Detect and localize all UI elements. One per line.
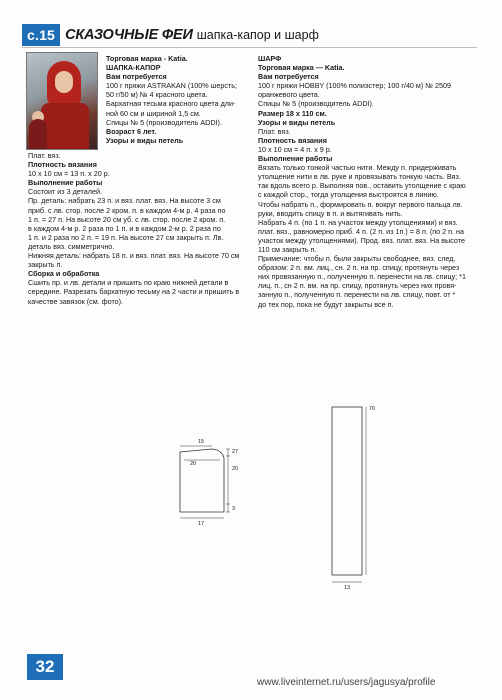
hood-bottom-width-label: 17 <box>198 521 205 527</box>
hood-height-label-1: 27 <box>232 449 239 455</box>
text-line: занную п., полученную п. перенести на лв. спицу, повт. от * <box>258 290 456 300</box>
text-line: участок между утолщениями). Прод. вяз. плат. вяз. На высоте <box>258 235 465 245</box>
text-line: Пр. деталь: набрать 23 п. и вяз. плат. вяз. На высоте 3 см <box>28 196 221 206</box>
text-line: 10 х 10 см = 13 п. х 20 р. <box>28 169 110 179</box>
text-line: середине. Разрезать бархатную тесьму на 2 части и пришить в <box>28 287 240 297</box>
text-line: 50 г/50 м) № 4 красного цвета. <box>106 90 208 100</box>
text-line: Состоит из 3 деталей. <box>28 187 102 197</box>
text-line: утолщение нити в лв. руке и провязывать тонкую часть. Вяз. <box>258 172 461 182</box>
pattern-number-badge: с.15 <box>22 24 60 46</box>
text-line: Плат. вяз. <box>258 126 291 136</box>
pattern-diagrams <box>150 400 410 605</box>
hood-height-label-3: 3 <box>232 506 236 512</box>
text-line: 1 п. = 27 п. На высоте 20 см уб. с лв. стор. после 2 кром. п. <box>28 214 226 224</box>
text-line: закрыть п. <box>28 260 63 270</box>
text-line: в каждом 4-м р. 2 раза по 1 п. и в каждом 2-м р. 2 раза по <box>28 223 221 233</box>
text-line: приб. с лв. стор. после 2 кром. п. в каждом 4-м р. 4 раза по <box>28 205 226 215</box>
scarf-instructions-text <box>258 54 466 309</box>
hood-schematic <box>180 446 230 518</box>
text-line: Нижняя деталь: набрать 18 п. и вяз. плат. вяз. На высоте 70 см <box>28 251 240 261</box>
text-line: 110 см закрыть п. <box>258 244 317 254</box>
hood-height-label-2: 20 <box>232 466 239 472</box>
text-line: Вам потребуется <box>106 72 167 82</box>
scarf-width-label: 13 <box>344 585 351 591</box>
text-line: до тех пор, пока не будут закрыты все п. <box>258 299 394 309</box>
hood-top-width-label: 15 <box>198 439 205 445</box>
pattern-title: СКАЗОЧНЫЕ ФЕИ <box>65 27 193 43</box>
text-line: лиц. п., сн 2 п. вм. на пр. спицу, протянуть через них провя- <box>258 281 457 291</box>
text-line: Чтобы набрать п., формировать п. вокруг первого пальца лв. <box>258 199 463 209</box>
text-line: плат. вяз., равномерно приб. 4 п. (2 п. из 1п.) = 8 п. (по 2 п. на <box>258 226 464 236</box>
text-line: ШАПКА-КАПОР <box>106 63 161 73</box>
product-photo <box>26 52 98 150</box>
text-line: 100 г пряжи ASTRAKAN (100% шерсть; <box>106 81 238 91</box>
text-line: Сборка и обработка <box>28 269 100 279</box>
text-line: них провязанную п., полученную п. перенести на лв. спицу; *1 <box>258 272 466 282</box>
text-line: Плотность вязания <box>28 160 97 170</box>
text-line: Примечание: чтобы п. были закрыты свободнее, вяз. след. <box>258 254 456 264</box>
text-line: деталь вяз. симметрично. <box>28 241 115 251</box>
pattern-header <box>22 24 319 46</box>
text-line: Спицы № 5 (производитель ADDI). <box>258 99 374 109</box>
scarf-schematic <box>332 407 366 582</box>
text-line: с каждой стор., тогда утолщения выстроятся в линию. <box>258 190 439 200</box>
source-url: www.liveinternet.ru/users/jagusya/profile <box>257 677 436 688</box>
text-line: Выполнение работы <box>28 178 103 188</box>
text-line: так вдоль всего р. Выполняя пов., оставить утолщение с краю <box>258 181 466 191</box>
hood-instructions-text <box>28 151 239 306</box>
text-line: Возраст 6 лет. <box>106 126 157 136</box>
text-line: Узоры и виды петель <box>106 135 184 145</box>
text-line: Выполнение работы <box>258 154 333 164</box>
pattern-schematic <box>150 400 410 600</box>
page-number: 32 <box>27 654 63 680</box>
text-line: Узоры и виды петель <box>258 117 336 127</box>
text-line: Спицы № 5 (производитель ADDI). <box>106 117 222 127</box>
text-line: Набрать 4 п. (по 1 п. на участок между утолщениями) и вяз. <box>258 217 458 227</box>
text-line: 10 х 10 см = 4 п. х 9 р. <box>258 144 332 154</box>
text-line: Торговая марка - Katia. <box>106 54 188 63</box>
text-line: 1 п. и 2 раза по 2 п. = 19 п. На высоте 27 см закрыть п. Лв. <box>28 232 224 242</box>
text-line: ШАРФ <box>258 54 282 63</box>
text-line: Торговая марка — Katia. <box>258 63 345 73</box>
text-line: Плотность вязания <box>258 135 327 145</box>
text-line: Вам потребуется <box>258 72 319 82</box>
text-line: ной 60 см и шириной 1,5 см. <box>106 108 201 118</box>
text-line: оранжевого цвета. <box>258 90 320 100</box>
text-line: Вязать только тонкой частью нити. Между п. придерживать <box>258 163 457 173</box>
hood-materials-text <box>106 54 237 145</box>
text-line: Бархатная тесьма красного цвета дли- <box>106 99 236 109</box>
header-divider <box>22 47 477 48</box>
text-line: образом: 2 п. вм. лиц., сн. 2 п. на пр. спицу, протянуть через <box>258 263 460 273</box>
text-line: руки, вводить спицу в п. и вытягивать нить. <box>258 208 403 218</box>
text-line: качестве завязок (см. фото). <box>28 296 124 306</box>
text-line: Сшить пр. и лв. детали и пришить по краю нижней детали в <box>28 278 229 288</box>
text-line: 100 г пряжи HOBBY (100% полиэстер; 100 г/40 м) № 2509 <box>258 81 451 91</box>
text-line: Плат. вяз. <box>28 151 61 160</box>
hood-mid-width-label: 20 <box>190 461 197 467</box>
pattern-subtitle: шапка-капор и шарф <box>196 28 319 42</box>
scarf-height-label: 70 <box>369 406 376 412</box>
text-line: Размер 18 х 110 см. <box>258 108 327 118</box>
